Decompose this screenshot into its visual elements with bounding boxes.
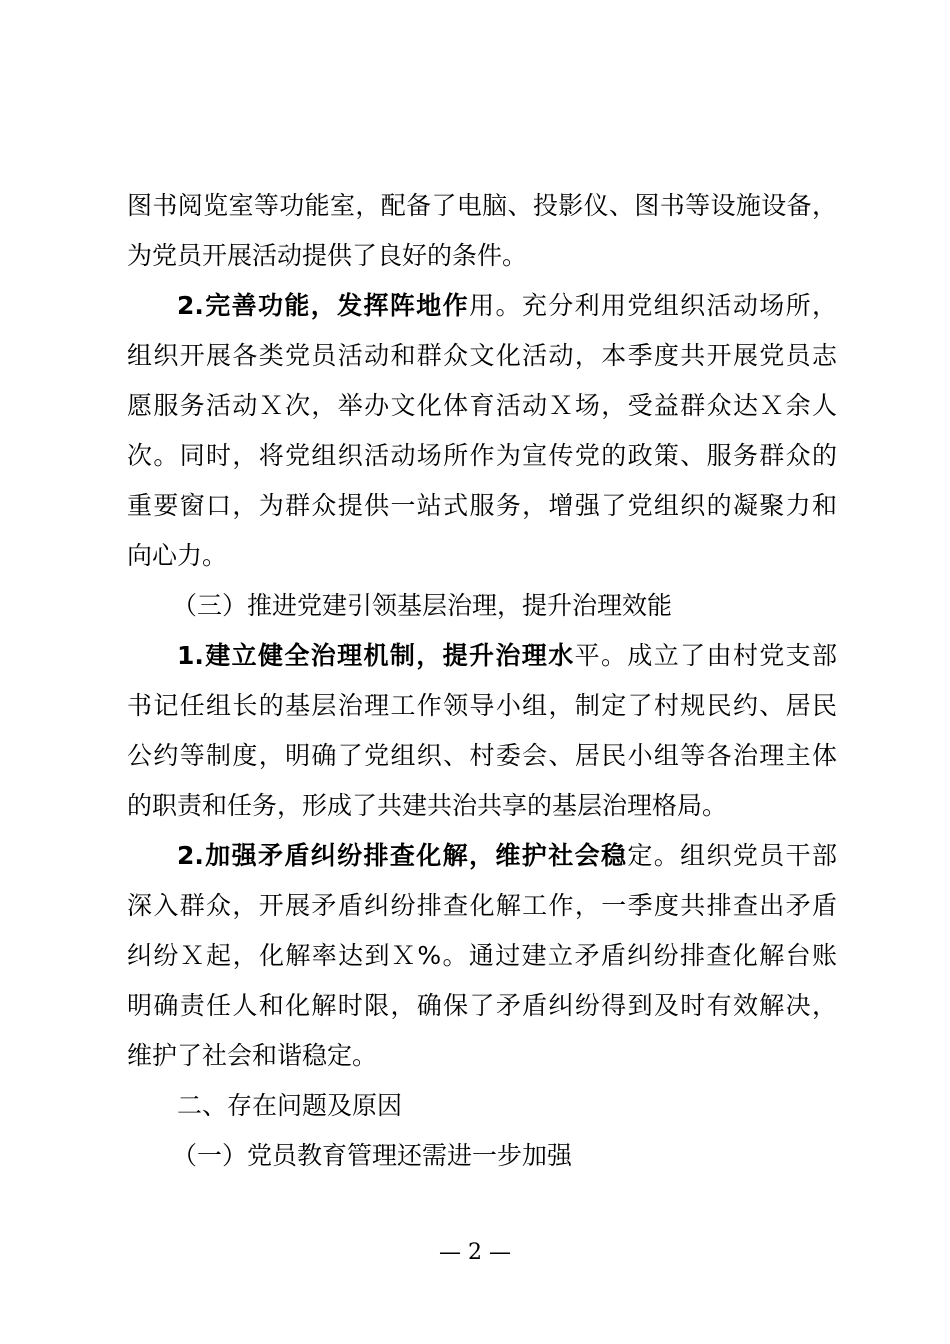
text-line-16: 纠纷Ｘ起，化解率达到Ｘ%。通过建立矛盾纠纷排查化解台账 [127,941,837,970]
subheading-rest: 用。充分利用党组织活动场所， [469,291,837,320]
text-line-13: 的职责和任务，形成了共建共治共享的基层治理格局。 [127,791,728,820]
section-heading-1: （一）党员教育管理还需进一步加强 [172,1141,573,1170]
text-line-10 [177,639,837,673]
text-line-5: 愿服务活动Ｘ次，举办文化体育活动Ｘ场，受益群众达Ｘ余人 [127,391,837,420]
text-line-15: 深入群众，开展矛盾纠纷排查化解工作，一季度共排查出矛盾 [127,891,837,920]
page-number: — 2 — [439,1240,511,1265]
text-line-8: 向心力。 [127,541,228,570]
text-line-12: 公约等制度，明确了党组织、村委会、居民小组等各治理主体 [127,741,837,770]
text-line-6: 次。同时，将党组织活动场所作为宣传党的政策、服务群众的 [127,441,837,470]
section-heading-3: （三）推进党建引领基层治理，提升治理效能 [172,591,673,620]
subheading-bold: 2.完善功能，发挥阵地作 [177,291,470,320]
subheading-bold: 1.建立健全治理机制，提升治理水 [177,641,575,670]
text-line-1: 图书阅览室等功能室，配备了电脑、投影仪、图书等设施设备， [127,191,837,220]
chapter-heading-2: 二、存在问题及原因 [177,1091,403,1120]
text-line-11: 书记任组长的基层治理工作领导小组，制定了村规民约、居民 [127,691,837,720]
subheading-bold: 2.加强矛盾纠纷排查化解，维护社会稳 [177,841,628,870]
text-line-4: 组织开展各类党员活动和群众文化活动，本季度共开展党员志 [127,341,837,370]
text-line-18: 维护了社会和谐稳定。 [127,1041,378,1070]
text-line-7: 重要窗口，为群众提供一站式服务，增强了党组织的凝聚力和 [127,491,837,520]
text-line-2: 为党员开展活动提供了良好的条件。 [127,241,528,270]
subheading-rest: 平。成立了由村党支部 [574,641,837,670]
text-line-17: 明确责任人和化解时限，确保了矛盾纠纷得到及时有效解决， [127,991,837,1020]
text-line-14 [177,839,837,873]
text-line-3 [177,289,837,323]
subheading-rest: 定。组织党员干部 [627,841,837,870]
